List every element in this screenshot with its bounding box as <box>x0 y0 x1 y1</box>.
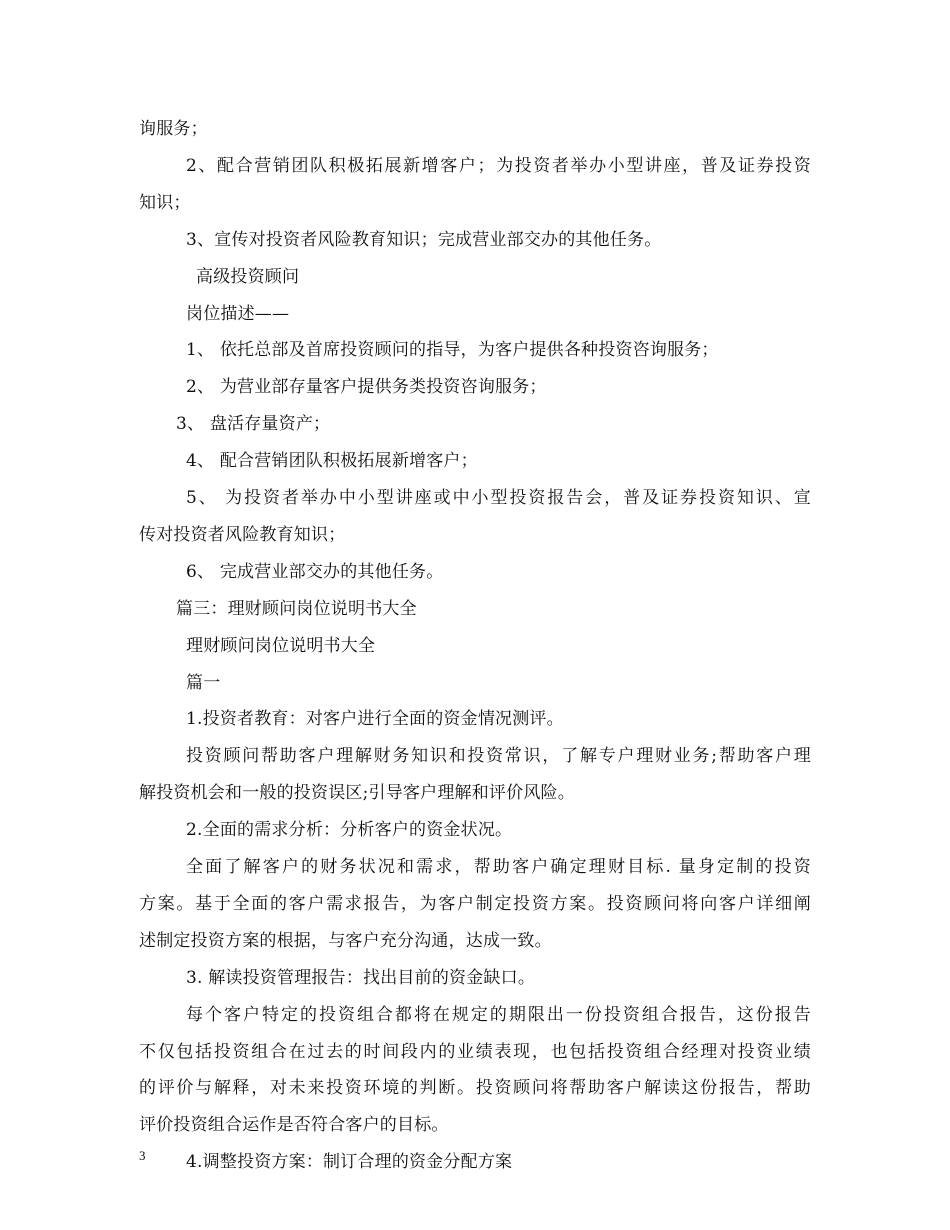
text-line: 全面了解客户的财务状况和需求，帮助客户确定理财目标. 量身定制的投资 <box>186 857 811 877</box>
text-line: 知识； <box>139 192 191 213</box>
text-line: 2.全面的需求分析：分析客户的资金状况。 <box>186 820 513 841</box>
text-line: 评价投资组合运作是否符合客户的目标。 <box>139 1115 449 1136</box>
text-line: 1.投资者教育：对客户进行全面的资金情况测评。 <box>186 709 564 730</box>
text-line: 询服务； <box>139 119 208 139</box>
section-heading: 篇三：理财顾问岗位说明书大全 <box>176 598 417 619</box>
text-line: 4.调整投资方案：制订合理的资金分配方案 <box>186 1152 513 1173</box>
text-line: 3、 盘活存量资产； <box>176 414 331 435</box>
text-line: 传对投资者风险教育知识； <box>139 524 346 545</box>
text-line: 投资顾问帮助客户理解财务知识和投资常识，了解专户理财业务;帮助客户理 <box>186 746 811 767</box>
text-line: 述制定投资方案的根据，与客户充分沟通，达成一致。 <box>139 930 552 951</box>
text-line: 5、 为投资者举办中小型讲座或中小型投资报告会，普及证券投资知识、宣 <box>186 488 811 508</box>
text-line: 不仅包括投资组合在过去的时间段内的业绩表现，也包括投资组合经理对投资业绩 <box>139 1041 811 1062</box>
text-line: 2、配合营销团队积极拓展新增客户；为投资者举办小型讲座，普及证券投资 <box>186 155 811 176</box>
text-line: 每个客户特定的投资组合都将在规定的期限出一份投资组合报告，这份报告 <box>186 1004 811 1025</box>
section-heading: 篇一 <box>186 672 221 693</box>
section-heading: 高级投资顾问 <box>196 266 300 287</box>
text-line: 2、 为营业部存量客户提供务类投资咨询服务； <box>186 377 547 398</box>
text-line: 岗位描述—— <box>186 303 290 324</box>
text-line: 的评价与解释，对未来投资环境的判断。投资顾问将帮助客户解读这份报告，帮助 <box>139 1078 811 1099</box>
section-heading: 理财顾问岗位说明书大全 <box>186 635 376 656</box>
page-number: 3 <box>139 1148 146 1163</box>
text-line: 3. 解读投资管理报告：找出目前的资金缺口。 <box>186 967 536 988</box>
text-line: 方案。基于全面的客户需求报告，为客户制定投资方案。投资顾问将向客户详细阐 <box>139 893 811 914</box>
text-line: 1、 依托总部及首席投资顾问的指导，为客户提供各种投资咨询服务； <box>186 340 719 361</box>
text-line: 6、 完成营业部交办的其他任务。 <box>186 561 444 582</box>
text-line: 3、宣传对投资者风险教育知识；完成营业部交办的其他任务。 <box>186 229 662 250</box>
text-line: 4、 配合营销团队积极拓展新增客户； <box>186 451 478 472</box>
text-line: 解投资机会和一般的投资误区;引导客户理解和评价风险。 <box>139 783 575 804</box>
